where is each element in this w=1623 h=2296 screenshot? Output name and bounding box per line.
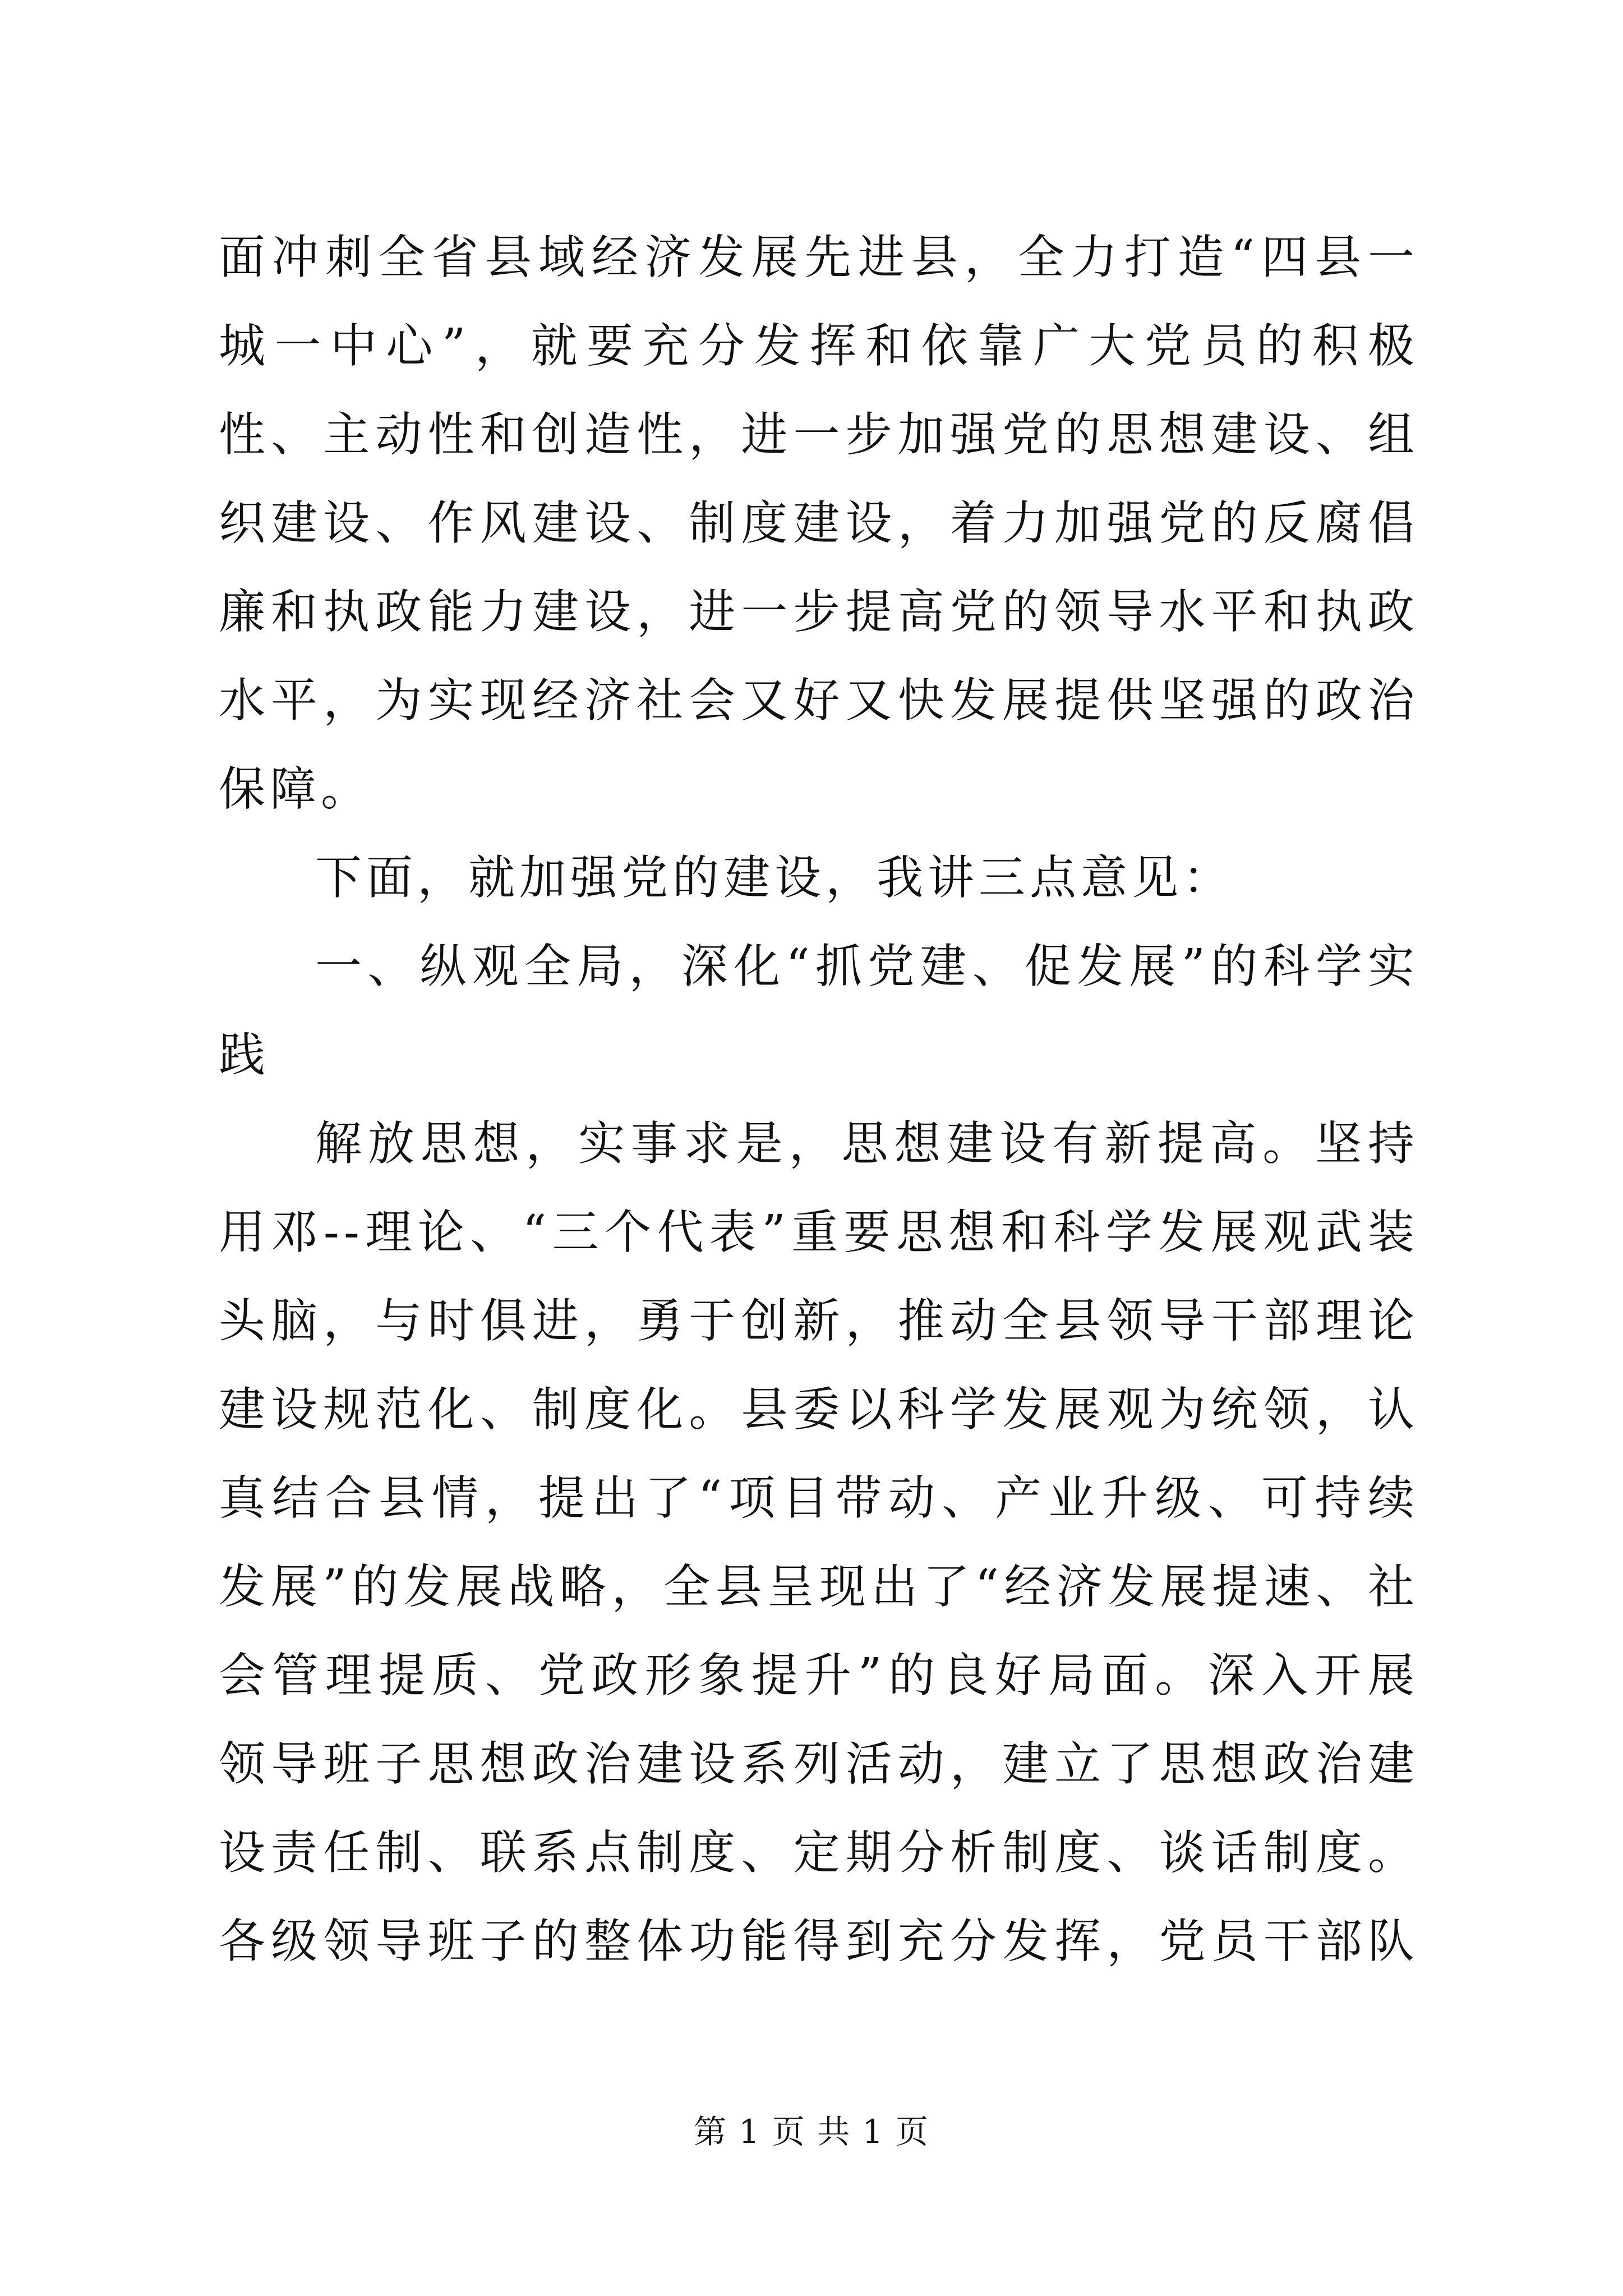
paragraph-2: 下面，就加强党的建设，我讲三点意见：: [315, 850, 1234, 905]
paragraph-3: 解放思想，实事求是，思想建设有新提高。坚持用邓--理论、“三个代表”重要思想和科学发展观武装头脑，与时俱进，勇于创新，推动全县领导干部理论建设规范化、制度化。县委以科学发展观为统领，认真结合县情，提出了“项目带动、产业升级、可持续发展”的发展战略，全县呈现出了“经济发展提速、社会管理提质、党政形象提升”的良好局面。深入开展领导班子思想政治建设系列活动，建立了思想政治建设责任制、联系点制度、定期分析制度、谈话制度。各级领导班子的整体功能得到充分发挥，党员干部队: [219, 1116, 1419, 1968]
document-body: [219, 213, 1419, 1986]
page-footer: 第 1 页 共 1 页: [694, 2113, 929, 2151]
paragraph-1: 面冲刺全省县域经济发展先进县，全力打造“四县一城一中心”，就要充分发挥和依靠广大党员的积极性、主动性和创造性，进一步加强党的思想建设、组织建设、作风建设、制度建设，着力加强党的反腐倡廉和执政能力建设，进一步提高党的领导水平和执政水平，为实现经济社会又好又快发展提供坚强的政治保障。: [219, 230, 1419, 816]
section-heading: 一、纵观全局，深化“抓党建、促发展”的科学实践: [219, 939, 1419, 1082]
